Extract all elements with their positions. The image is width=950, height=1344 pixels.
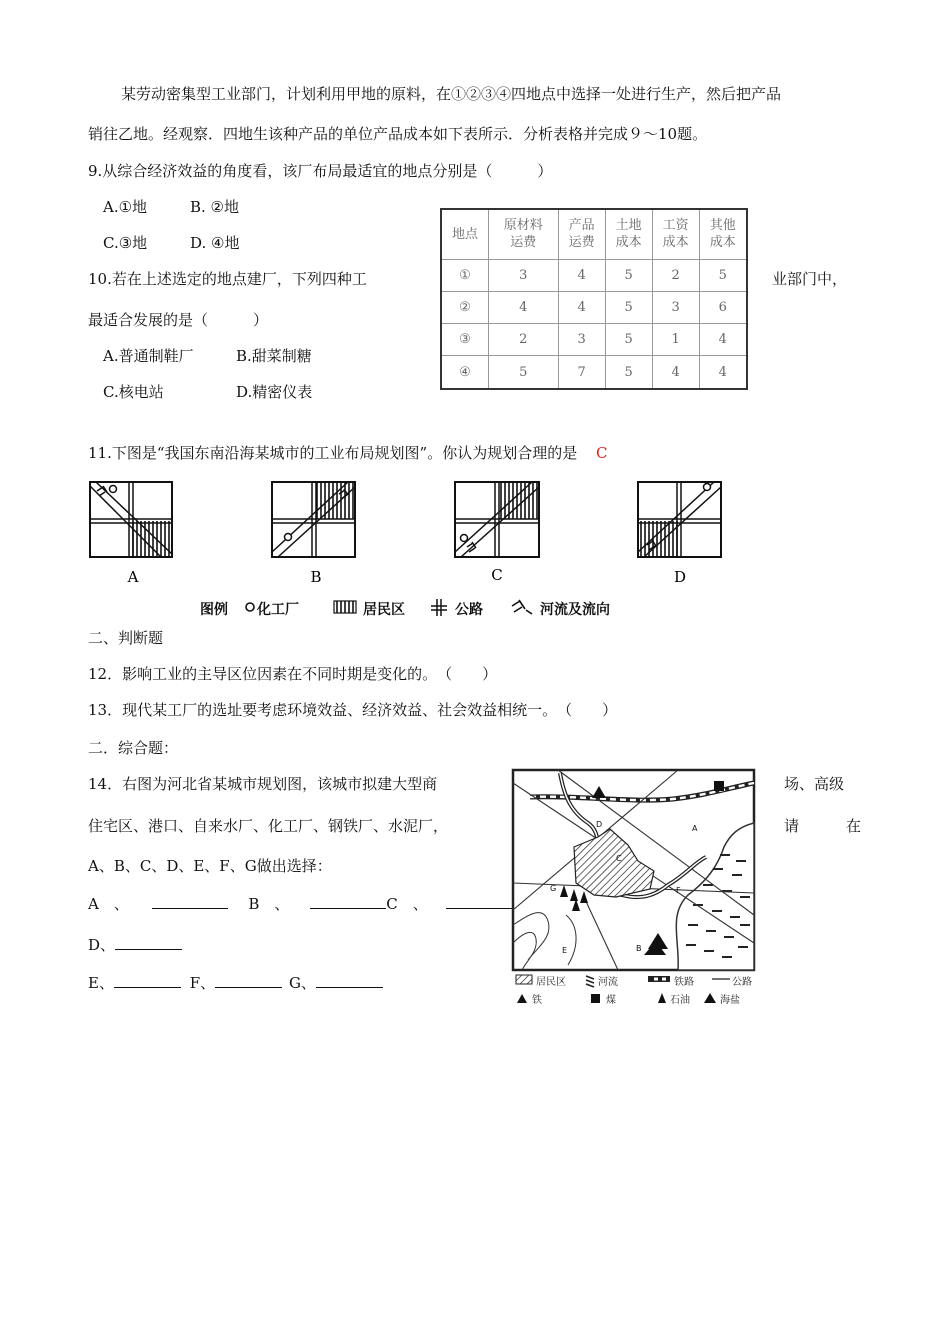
q14-answer-row-2: [88, 934, 182, 955]
table-cell: ③: [441, 324, 489, 356]
table-cell: 7: [558, 356, 605, 389]
table-cell: 4: [652, 356, 699, 389]
q14-line1-right: 场、高级: [784, 775, 845, 793]
table-header-cell: 其他 成本: [699, 209, 747, 259]
table-cell: 5: [605, 356, 652, 389]
diagram-d-label: D: [673, 568, 687, 586]
map-legend-coal: 煤: [606, 995, 616, 1006]
factory-icon: [285, 534, 292, 541]
table-header-cell: 原材料 运费: [489, 209, 559, 259]
table-cell: 1: [652, 324, 699, 356]
table-cell: 5: [605, 259, 652, 291]
legend-river-label: 河流及流向: [540, 602, 610, 618]
answer-e-label: E、: [88, 974, 114, 992]
diagram-c: [455, 482, 539, 557]
table-cell: 5: [605, 291, 652, 323]
legend-river-icon: [586, 976, 594, 987]
diagram-c-label: C: [491, 566, 503, 584]
q14-line2-right-a: 请: [784, 817, 800, 835]
table-cell: 5: [699, 259, 747, 291]
legend-factory-label: 化工厂: [257, 602, 299, 618]
answer-b-label: B 、: [248, 895, 290, 913]
diagram-a-label: A: [127, 568, 139, 586]
answer-d-label: D、: [88, 936, 116, 954]
answer-a-blank[interactable]: [152, 894, 228, 909]
answer-a-label: A 、: [88, 895, 129, 913]
table-cell: 3: [652, 291, 699, 323]
legend-title: 图例: [200, 602, 228, 618]
table-cell: 4: [558, 259, 605, 291]
road-legend-icon: [431, 599, 447, 616]
factory-icon: [461, 535, 468, 542]
table-cell: 4: [489, 291, 559, 323]
legend-iron-icon: [517, 994, 527, 1003]
q14-line2-left: 住宅区、港口、自来水厂、化工厂、钢铁厂、水泥厂，: [88, 817, 449, 835]
table-cell: 5: [605, 324, 652, 356]
legend-salt-icon: [704, 993, 716, 1003]
legend-residential-icon: [516, 975, 532, 984]
table-header-cell: 土地 成本: [605, 209, 652, 259]
table-cell: 5: [489, 356, 559, 389]
residential-area: [314, 483, 355, 519]
q13-text: 13．现代某工厂的选址要考虑环境效益、经济效益、社会效益相统一。 （ ）: [88, 701, 618, 719]
map-legend-iron: 铁: [532, 995, 542, 1006]
q10-stem-line2: 最适合发展的是（ ）: [88, 311, 269, 329]
map-point-b: B: [636, 944, 642, 953]
answer-c-label: C 、: [386, 895, 428, 913]
q10-stem-right: 业部门中，: [772, 270, 848, 288]
table-cell: 6: [699, 291, 747, 323]
q9-option-b: B. ②地: [190, 198, 240, 216]
table-cell: 4: [699, 324, 747, 356]
map-legend-road: 公路: [732, 977, 752, 988]
legend-railway-icon: [648, 976, 670, 982]
map-legend-residential: 居民区: [536, 977, 566, 988]
legend-coal-icon: [591, 994, 600, 1003]
answer-f-blank[interactable]: [215, 973, 282, 988]
q14-line3: A、B、C、D、E、F、G做出选择：: [88, 857, 332, 875]
map-legend-river: 河流: [598, 977, 618, 988]
q11-stem-text: 11.下图是“我国东南沿海某城市的工业布局规划图”。你认为规划合理的是: [88, 444, 578, 462]
residential-area: [638, 521, 678, 557]
q9-stem: 9.从综合经济效益的角度看，该厂布局最适宜的地点分别是（ ）: [88, 162, 553, 180]
map-point-g: G: [550, 884, 557, 893]
map-point-f: F: [676, 886, 681, 895]
table-cell: ④: [441, 356, 489, 389]
table-cell: 2: [652, 259, 699, 291]
diagram-d: [638, 482, 721, 557]
q10-stem-left: 10.若在上述选定的地点建厂，下列四种工: [88, 270, 367, 288]
q14-answer-row-3: [88, 972, 383, 993]
table-cell: 3: [489, 259, 559, 291]
q10-option-d: D.精密仪表: [236, 383, 313, 401]
table-cell: 4: [558, 291, 605, 323]
legend-road-label: 公路: [455, 602, 483, 618]
table-header-cell: 产品 运费: [558, 209, 605, 259]
coal-icon: [714, 781, 724, 791]
factory-icon: [704, 484, 711, 491]
legend-oil-icon: [658, 993, 666, 1003]
intro-line-1: 某劳动密集型工业部门，计划利用甲地的原料，在①②③④四地点中选择一处进行生产，然后把产品: [121, 85, 782, 103]
answer-g-blank[interactable]: [316, 973, 383, 988]
map-legend-salt: 海盐: [720, 995, 740, 1006]
answer-e-blank[interactable]: [114, 973, 181, 988]
intro-line-2: 销往乙地。经观察．四地生该种产品的单位产品成本如下表所示．分析表格并完成９～10题。: [88, 125, 708, 143]
answer-f-label: F、: [189, 974, 216, 992]
table-cell: ②: [441, 291, 489, 323]
answer-g-label: G、: [288, 974, 316, 992]
map-point-a: A: [692, 824, 698, 833]
q10-option-c: C.核电站: [103, 383, 164, 401]
table-cell: ①: [441, 259, 489, 291]
answer-b-blank[interactable]: [310, 894, 386, 909]
table-cell: 2: [489, 324, 559, 356]
diagram-b: [272, 482, 355, 557]
map-point-e: E: [562, 946, 568, 955]
diagram-b-label: B: [310, 568, 322, 586]
section-judgment-title: 二、判断题: [88, 629, 164, 647]
q12-text: 12．影响工业的主导区位因素在不同时期是变化的。 （ ）: [88, 665, 498, 683]
table-cell: 3: [558, 324, 605, 356]
q9-option-d: D. ④地: [190, 234, 240, 252]
residential-area: [131, 521, 172, 557]
q10-option-b: B.甜菜制糖: [236, 347, 312, 365]
legend-residential-label: 居民区: [363, 602, 405, 618]
residential-area: [498, 483, 539, 519]
q11-diagrams: [0, 0, 950, 620]
map-point-d: D: [596, 820, 603, 829]
section-comprehensive-title: 二．综合题：: [88, 739, 179, 757]
q14-answer-row-1: [88, 893, 522, 914]
map-point-c: C: [616, 854, 622, 863]
q9-option-a: A.①地: [103, 198, 148, 216]
q11-answer: C: [595, 444, 608, 462]
q10-option-a: A.普通制鞋厂: [103, 347, 194, 365]
factory-icon: [110, 486, 117, 493]
map-legend-railway: 铁路: [674, 977, 694, 988]
factory-legend-icon: [246, 603, 254, 611]
table-header-cell: 工资 成本: [652, 209, 699, 259]
river-legend-icon: [512, 600, 532, 614]
residential-legend-icon: [334, 601, 356, 613]
diagram-a: [90, 482, 172, 557]
table-cell: 4: [699, 356, 747, 389]
map-legend-oil: 石油: [670, 995, 690, 1006]
table-header-cell: 地点: [441, 209, 489, 259]
q14-line2-right-b: 在: [846, 817, 862, 835]
q14-line1-left: 14．右图为河北省某城市规划图，该城市拟建大型商: [88, 775, 438, 793]
answer-d-blank[interactable]: [115, 935, 182, 950]
q9-option-c: C.③地: [103, 234, 148, 252]
